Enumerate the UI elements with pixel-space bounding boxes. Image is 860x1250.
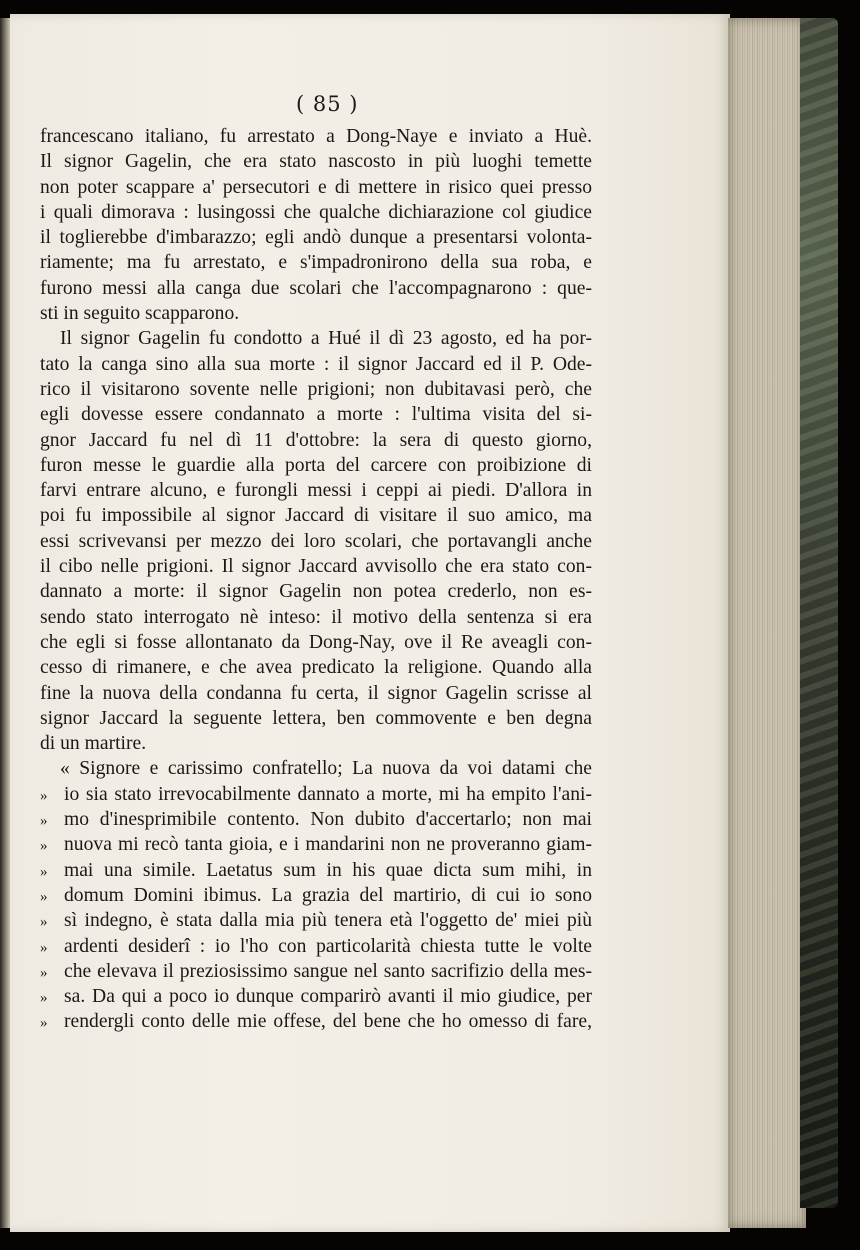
- text-line: dannato a morte: il signor Gagelin non potea crederlo, non es-: [40, 581, 592, 603]
- text-line: il cibo nelle prigioni. Il signor Jaccard avvisollo che era stato con-: [40, 556, 592, 578]
- page-stack-edge: [728, 18, 806, 1228]
- text-line: rico il visitarono sovente nelle prigioni; non dubitavasi però, che: [40, 378, 592, 400]
- quote-line-text: ardenti desiderî : io l'ho con particolarità chiesta tutte le volte: [64, 935, 592, 957]
- quote-line: [40, 782, 592, 807]
- quote-mark: »: [40, 964, 48, 981]
- text-line: egli dovesse essere condannato a morte : l'ultima visita del si-: [40, 404, 592, 426]
- text-line: non poter scappare a' persecutori e di mettere in risico quei presso: [40, 176, 592, 198]
- text-line: francescano italiano, fu arrestato a Dong-Naye e inviato a Huè.: [40, 126, 592, 147]
- quote-line-text: nuova mi recò tanta gioia, e i mandarini non ne proveranno giam-: [64, 834, 592, 856]
- text-line: essi scrivevansi per mezzo dei loro scolari, che portavangli anche: [40, 530, 592, 552]
- quote-line: [40, 984, 592, 1009]
- text-line: il toglierebbe d'imbarazzo; egli andò dunque a presentarsi volonta-: [40, 227, 592, 249]
- quote-line: [40, 807, 592, 832]
- quote-line: [40, 832, 592, 857]
- quote-line: [40, 858, 592, 883]
- text-line: poi fu impossibile al signor Jaccard di visitare il suo amico, ma: [40, 505, 592, 527]
- quote-line-text: mai una simile. Laetatus sum in his quae dicta sum mihi, in: [64, 859, 592, 881]
- quote-line: [40, 883, 592, 908]
- text-line: tato la canga sino alla sua morte : il signor Jaccard ed il P. Ode-: [40, 353, 592, 375]
- quote-line-text: che elevava il preziosissimo sangue nel santo sacrifizio della mes-: [64, 960, 592, 982]
- previous-page-edge: [0, 18, 10, 1228]
- page-number: ( 85 ): [296, 92, 359, 116]
- text-line: Il signor Gagelin fu condotto a Hué il dì 23 agosto, ed ha por-: [60, 328, 592, 350]
- quote-line: [40, 1009, 592, 1034]
- quote-mark: »: [40, 914, 48, 931]
- marbled-cover-board: [800, 18, 838, 1208]
- text-line: riamente; ma fu arrestato, e s'impadronirono della sua roba, e: [40, 252, 592, 274]
- quote-line: [40, 934, 592, 959]
- quote-line-text: sa. Da qui a poco io dunque comparirò avanti il mio giudice, per: [64, 986, 592, 1008]
- text-line: di un martire.: [40, 733, 147, 755]
- quote-mark: »: [40, 939, 48, 956]
- quote-line: [40, 959, 592, 984]
- text-line: furono messi alla canga due scolari che l'accompagnarono : que-: [40, 277, 592, 299]
- body-text: [40, 124, 592, 1035]
- quote-mark: »: [40, 990, 48, 1007]
- text-line: che egli si fosse allontanato da Dong-Nay, ove il Re aveagli con-: [40, 631, 592, 653]
- text-line: farvi entrare alcuno, e furongli messi i ceppi ai piedi. D'allora in: [40, 480, 592, 502]
- quote-line-text: rendergli conto delle mie offese, del bene che ho omesso di fare,: [64, 1011, 592, 1033]
- text-line: fine la nuova della condanna fu certa, il signor Gagelin scrisse al: [40, 682, 592, 704]
- quote-line-text: io sia stato irrevocabilmente dannato a morte, mi ha empito l'ani-: [64, 783, 592, 805]
- quote-mark: »: [40, 863, 48, 880]
- quote-line: [40, 908, 592, 933]
- text-line: sendo stato interrogato nè inteso: il motivo della sentenza si era: [40, 606, 592, 628]
- text-line: gnor Jaccard fu nel dì 11 d'ottobre: la sera di questo giorno,: [40, 429, 592, 451]
- quote-mark: »: [40, 787, 48, 804]
- text-line: i quali dimorava : lusingossi che qualche dichiarazione col giudice: [40, 201, 592, 223]
- text-line: Il signor Gagelin, che era stato nascosto in più luoghi temette: [40, 151, 592, 173]
- quote-line-text: domum Domini ibimus. La grazia del martirio, di cui io sono: [64, 884, 592, 906]
- quote-line: « Signore e carissimo confratello; La nuova da voi datami che: [60, 758, 592, 780]
- quote-mark: »: [40, 838, 48, 855]
- quote-mark: »: [40, 1015, 48, 1032]
- quote-line-text: sì indegno, è stata dalla mia più tenera età l'oggetto de' miei più: [64, 910, 592, 932]
- quote-line-text: mo d'inesprimibile contento. Non dubito d'accertarlo; non mai: [64, 809, 592, 831]
- text-line: sti in seguito scapparono.: [40, 303, 240, 325]
- text-line: furon messe le guardie alla porta del carcere con proibizione di: [40, 454, 592, 476]
- text-line: signor Jaccard la seguente lettera, ben commovente e ben degna: [40, 707, 592, 729]
- quote-mark: »: [40, 888, 48, 905]
- text-line: cesso di rimanere, e che avea predicato la religione. Quando alla: [40, 657, 592, 679]
- quote-mark: »: [40, 813, 48, 830]
